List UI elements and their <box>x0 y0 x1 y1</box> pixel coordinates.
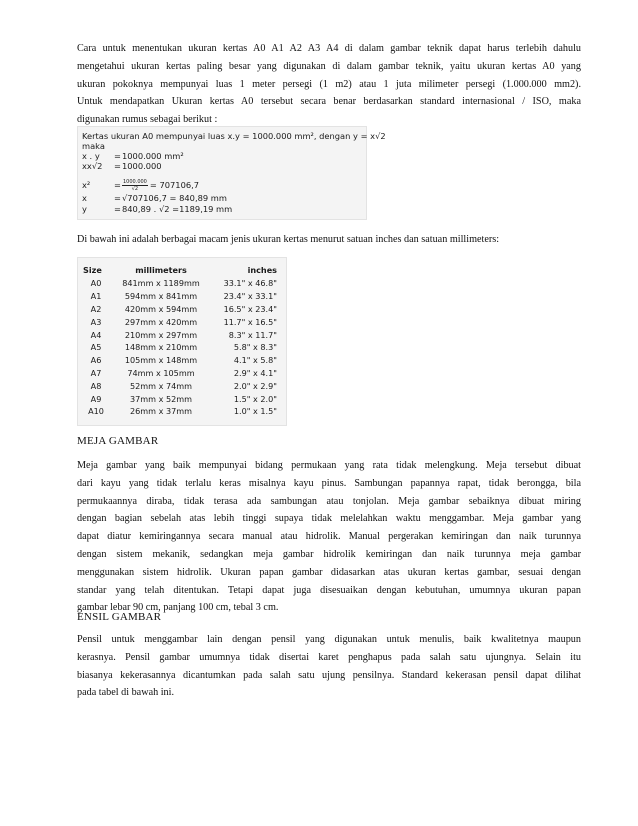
section-heading-ensil: ENSIL GAMBAR <box>77 611 162 623</box>
size-cell: A6 <box>90 355 102 366</box>
mm-cell: 594mm x 841mm <box>124 291 198 302</box>
paper-size-table <box>77 257 287 426</box>
inch-cell: 1.5" x 2.0" <box>233 393 277 404</box>
table-intro-line: Di bawah ini adalah berbagai macam jenis ukuran kertas menurut satuan inches dan satuan millimeters: <box>77 234 500 245</box>
mm-cell: 52mm x 74mm <box>129 380 193 391</box>
size-cell: A0 <box>90 278 102 289</box>
table-row <box>81 277 283 290</box>
meja-line: standar yang telah ditentukan. Tetapi dapat juga disesuaikan dengan kebutuhan, umumnya ukuran papan <box>77 584 581 596</box>
table-row <box>81 354 283 367</box>
formula-lhs: y <box>82 204 87 214</box>
table-row <box>81 315 283 328</box>
mm-cell: 74mm x 105mm <box>127 367 195 378</box>
formula-row <box>82 193 227 203</box>
table-row <box>81 290 283 303</box>
inch-cell: 4.1" x 5.8" <box>233 355 277 366</box>
formula-lhs: x . y <box>82 151 100 161</box>
section-heading-meja: MEJA GAMBAR <box>77 435 159 447</box>
formula-row <box>82 204 232 214</box>
meja-line: dapat diatur kemiringannya secara manual atau hidrolik. Manual pergerakan kemiringan dan naik turunnya <box>77 531 581 543</box>
meja-line: menggunakan sistem hidrolik. Ukuran papan gambar didasarkan atas ukuran kertas gambar, sesuai dengan <box>77 566 581 578</box>
mm-cell: 210mm x 297mm <box>124 329 198 340</box>
meja-line: Meja gambar yang baik mempunyai bidang permukaan yang rata tidak melengkung. Meja tersebut dibuat <box>77 460 581 471</box>
table-row <box>81 328 283 341</box>
fraction-denominator: √2 <box>131 186 139 192</box>
mm-cell: 297mm x 420mm <box>124 316 198 327</box>
inch-cell: 8.3" x 11.7" <box>228 329 277 340</box>
formula-rhs: 1000.000 mm² <box>122 151 184 161</box>
table-row <box>81 341 283 354</box>
mm-cell: 26mm x 37mm <box>129 406 193 417</box>
formula-rhs: 840,89 . √2 =1189,19 mm <box>122 204 233 214</box>
formula-row <box>82 161 162 171</box>
formula-fraction <box>122 179 148 192</box>
formula-lhs: x² <box>82 180 91 190</box>
formula-image <box>77 126 386 220</box>
meja-line: dengan bagian sebelah atas lebih tinggi supaya tidak melelahkan waktu menggambar. Meja gambar yang <box>77 513 581 525</box>
table-row <box>81 405 283 418</box>
size-cell: A7 <box>90 367 102 378</box>
size-cell: A5 <box>90 342 102 353</box>
formula-lhs: xx√2 <box>82 161 103 171</box>
intro-line: ukuran pokoknya mempunyai luas 1 meter persegi (1 m2) atau 1 juta milimeter persegi (1.000.000 mm2). <box>77 78 581 90</box>
ensil-line: kerasnya. Pensil gambar umumnya tidak disertai karet penghapus pada salah satu ujungnya. Selain itu <box>77 651 581 663</box>
inch-cell: 2.0" x 2.9" <box>233 380 277 391</box>
size-cell: A9 <box>90 393 102 404</box>
inch-cell: 11.7" x 16.5" <box>223 316 277 327</box>
formula-eq: = <box>114 161 121 171</box>
inch-cell: 16.5" x 23.4" <box>223 303 277 314</box>
formula-rhs: √707106,7 = 840,89 mm <box>122 193 227 203</box>
ensil-line: Pensil untuk menggambar lain dengan pensil yang digunakan untuk menulis, baik kwalitetnya maupun <box>77 634 581 645</box>
meja-line: dengan sistem mekanik, sedangkan meja gambar hidrolik kemiringan dan naik turunnya meja gambar <box>77 548 581 560</box>
table-row <box>81 367 283 380</box>
mm-cell: 148mm x 210mm <box>124 342 198 353</box>
fraction-numerator: 1000.000 <box>123 179 147 185</box>
table-row <box>81 392 283 405</box>
inch-cell: 23.4" x 33.1" <box>223 291 277 302</box>
header-size: Size <box>83 265 102 275</box>
header-millimeters: millimeters <box>135 265 187 275</box>
size-cell: A4 <box>90 329 102 340</box>
header-inches: inches <box>247 265 277 275</box>
mm-cell: 37mm x 52mm <box>129 393 193 404</box>
mm-cell: 105mm x 148mm <box>124 355 198 366</box>
formula-eq: = <box>114 151 121 161</box>
meja-line: permukaannya diraba, tidak terasa ada sambungan atau tonjolan. Meja gambar sebaiknya dibuat miring <box>77 495 581 507</box>
mm-cell: 420mm x 594mm <box>124 303 198 314</box>
meja-paragraph <box>77 457 581 617</box>
formula-lhs: x <box>82 193 87 203</box>
size-cell: A8 <box>90 380 102 391</box>
formula-eq: = <box>114 180 121 190</box>
size-cell: A3 <box>90 316 102 327</box>
formula-row <box>82 151 184 161</box>
inch-cell: 2.9" x 4.1" <box>233 367 277 378</box>
intro-line: Untuk mendapatkan Ukuran kertas A0 tersebut secara benar berdasarkan standard internasional / ISO, maka <box>77 96 581 108</box>
size-cell: A1 <box>90 291 102 302</box>
ensil-paragraph <box>77 631 581 702</box>
formula-row <box>82 179 199 192</box>
formula-line: maka <box>82 141 105 151</box>
intro-line: digunakan rumus sebagai berikut : <box>77 114 218 126</box>
mm-cell: 841mm x 1189mm <box>122 278 200 289</box>
formula-eq: = <box>114 204 121 214</box>
meja-line: dari kayu yang tidak terlalu keras misalnya kayu pinus. Sambungan papannya rapat, tidak berongga, bila <box>77 477 581 489</box>
intro-paragraph <box>77 40 581 129</box>
intro-line: Cara untuk menentukan ukuran kertas A0 A1 A2 A3 A4 di dalam gambar teknik dapat harus terlebih dahulu <box>77 43 581 54</box>
inch-cell: 33.1" x 46.8" <box>223 278 277 289</box>
meja-line: gambar lebar 90 cm, panjang 100 cm, tebal 3 cm. <box>77 602 279 614</box>
table-row <box>81 303 283 316</box>
table-header-row <box>81 263 283 277</box>
size-cell: A10 <box>88 406 104 417</box>
formula-eq: = <box>114 193 121 203</box>
ensil-line: biasanya kekerasannya dicantumkan pada salah satu ujung pensilnya. Standard kekerasan pensil dapat dilihat <box>77 669 581 681</box>
table-intro <box>77 231 581 249</box>
inch-cell: 1.0" x 1.5" <box>233 406 277 417</box>
formula-rhs: 1000.000 <box>122 161 162 171</box>
table-row <box>81 379 283 392</box>
size-cell: A2 <box>90 303 102 314</box>
formula-line: Kertas ukuran A0 mempunyai luas x.y = 1000.000 mm², dengan y = x√2 <box>82 131 386 141</box>
formula-rhs: = 707106,7 <box>149 180 200 190</box>
intro-line: mengetahui ukuran kertas paling besar yang digunakan di dalam gambar teknik, yaitu ukuran kertas A0 yang <box>77 60 581 72</box>
inch-cell: 5.8" x 8.3" <box>233 342 277 353</box>
ensil-line: pada tabel di bawah ini. <box>77 687 175 699</box>
